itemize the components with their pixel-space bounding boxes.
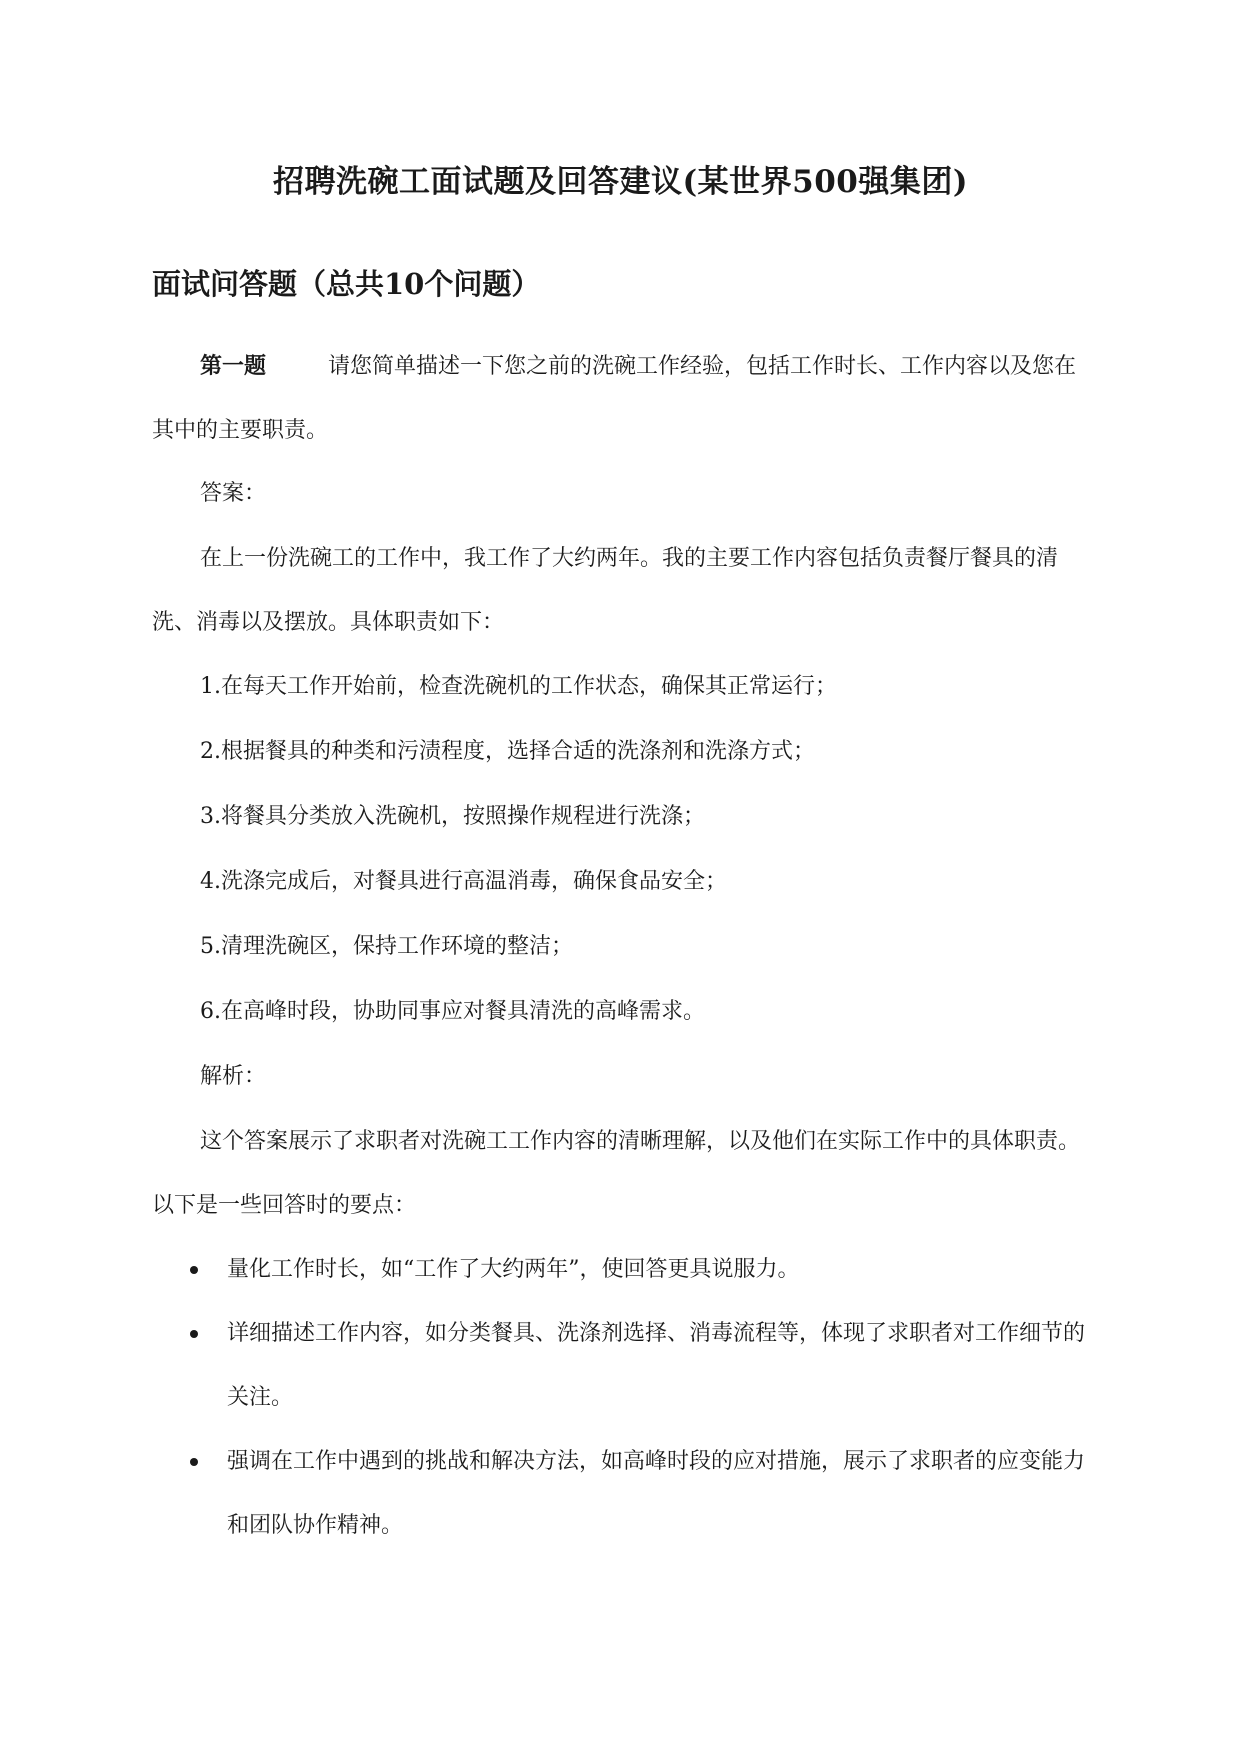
analysis-intro: 这个答案展示了求职者对洗碗工工作内容的清晰理解，以及他们在实际工作中的具体职责。以下是一些回答时的要点： (152, 1129, 1081, 1218)
analysis-label: 解析： (200, 1064, 267, 1089)
bullet-icon (190, 1330, 198, 1338)
point-text: 量化工作时长，如“工作了大约两年”，使回答更具说服力。 (227, 1257, 800, 1282)
list-item (152, 1238, 1090, 1302)
question-label: 第一题 (200, 353, 267, 379)
bullet-icon (190, 1458, 198, 1466)
point-text: 强调在工作中遇到的挑战和解决方法，如高峰时段的应对措施，展示了求职者的应变能力和团队协作精神。 (227, 1449, 1086, 1538)
question-paragraph (152, 334, 1090, 463)
list-item (152, 1430, 1090, 1558)
analysis-points (152, 1238, 1090, 1558)
answer-label: 答案： (200, 481, 267, 506)
section-heading: 面试问答题（总共10个问题） (152, 267, 541, 301)
duty-item: 6.在高峰时段，协助同事应对餐具清洗的高峰需求。 (200, 999, 705, 1024)
duty-item: 5.清理洗碗区，保持工作环境的整洁； (200, 934, 573, 959)
question-text: 请您简单描述一下您之前的洗碗工作经验，包括工作时长、工作内容以及您在其中的主要职责。 (152, 354, 1077, 443)
duty-item: 1.在每天工作开始前，检查洗碗机的工作状态，确保其正常运行； (200, 674, 837, 699)
answer-intro: 在上一份洗碗工的工作中，我工作了大约两年。我的主要工作内容包括负责餐厅餐具的清洗、消毒以及摆放。具体职责如下： (152, 546, 1059, 635)
duty-item: 3.将餐具分类放入洗碗机，按照操作规程进行洗涤； (200, 804, 705, 829)
duty-item: 4.洗涤完成后，对餐具进行高温消毒，确保食品安全； (200, 869, 727, 894)
bullet-icon (190, 1266, 198, 1274)
list-item (152, 1302, 1090, 1430)
point-text: 详细描述工作内容，如分类餐具、洗涤剂选择、消毒流程等，体现了求职者对工作细节的关注。 (227, 1321, 1086, 1410)
duty-item: 2.根据餐具的种类和污渍程度，选择合适的洗涤剂和洗涤方式； (200, 739, 815, 764)
document-title: 招聘洗碗工面试题及回答建议(某世界500强集团) (272, 164, 969, 200)
